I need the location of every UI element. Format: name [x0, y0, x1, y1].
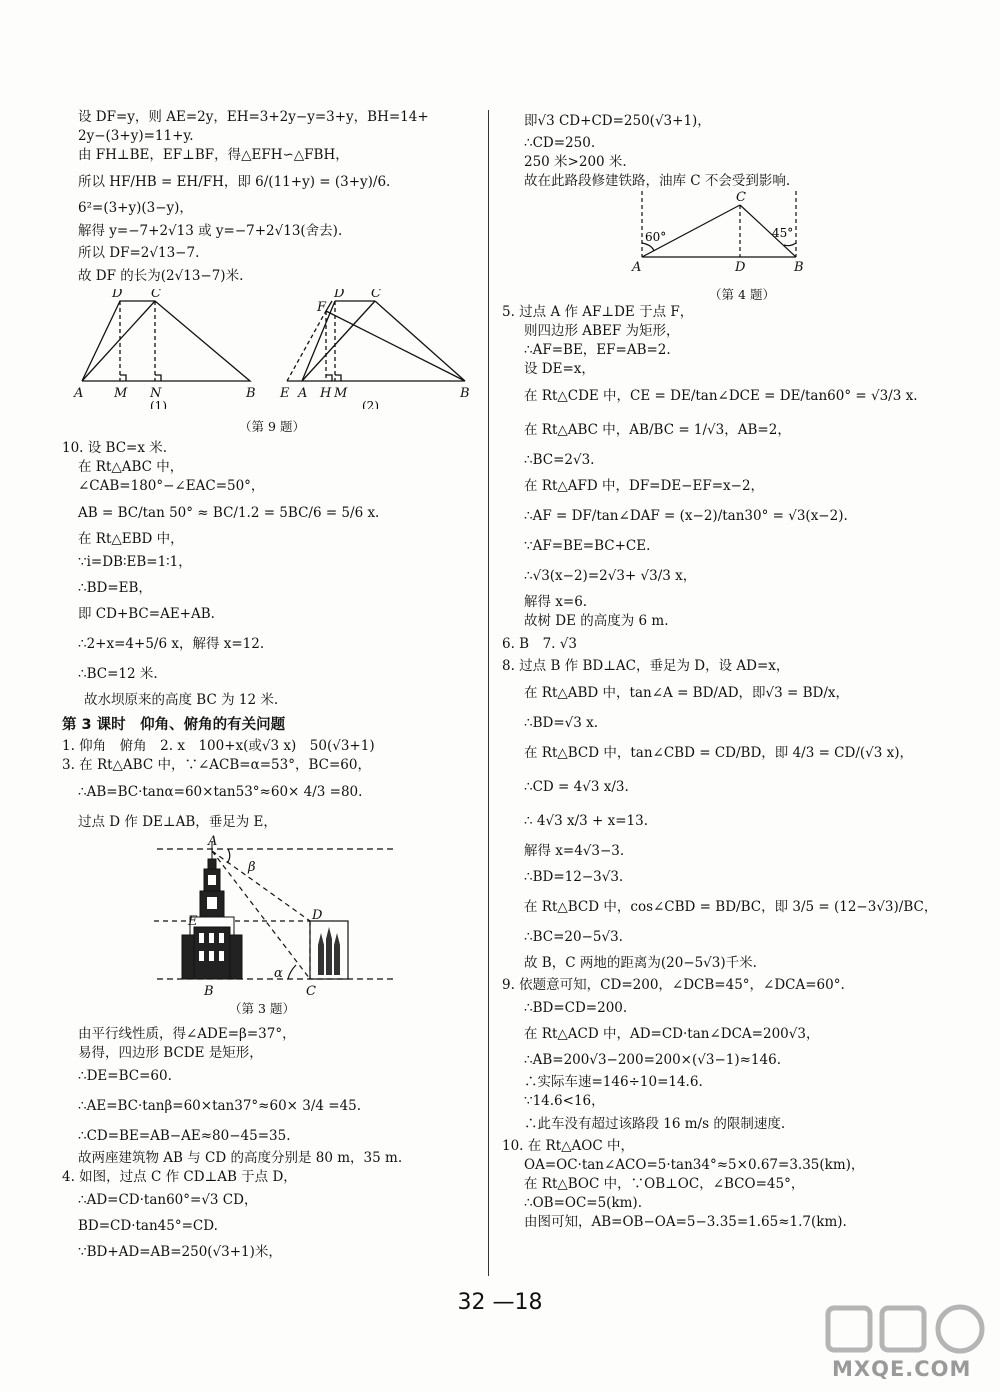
- text-line: 所以 DF=2√13−7.: [78, 245, 200, 261]
- label-H: H: [320, 386, 332, 401]
- text-line: ∴√3(x−2)=2√3+ √3/3 x，: [524, 568, 697, 584]
- text-line: ∴BC=2√3.: [524, 452, 595, 468]
- label-beta: β: [248, 860, 256, 875]
- text-line: 在 Rt△AFD 中，DF=DE−EF=x−2，: [524, 478, 765, 494]
- text-line: 4. 如图，过点 C 作 CD⊥AB 于点 D，: [62, 1169, 297, 1185]
- label-A: A: [74, 386, 84, 401]
- text-line: 在 Rt△ABD 中，tan∠A = BD/AD，即√3 = BD/x，: [524, 685, 850, 701]
- text-line: 在 Rt△BCD 中，cos∠CBD = BD/BC，即 3/5 = (12−3√3)/BC，: [524, 899, 938, 915]
- text-line: AB = BC/tan 50° ≈ BC/1.2 = 5BC/6 = 5/6 x.: [78, 505, 380, 521]
- text-line: 解得 x=6.: [524, 594, 588, 610]
- section-heading: 第 3 课时 仰角、俯角的有关问题: [62, 717, 286, 733]
- label-B: B: [204, 984, 214, 999]
- text-line: ∴AF = DF/tan∠DAF = (x−2)/tan30° = √3(x−2).: [524, 508, 848, 524]
- text-line: 2y−(3+y)=11+y.: [78, 128, 194, 144]
- text-line: ∴CD=BE=AB−AE≈80−45=35.: [78, 1128, 291, 1144]
- label-M: M: [114, 386, 128, 401]
- label-A: A: [298, 386, 308, 401]
- text-line: 8. 过点 B 作 BD⊥AC，垂足为 D，设 AD=x，: [502, 658, 790, 674]
- text-line: ∴BC=20−5√3.: [524, 929, 623, 945]
- text-line: 在 Rt△EBD 中，: [78, 531, 184, 547]
- label-E: E: [280, 386, 290, 401]
- text-line: 故两座建筑物 AB 与 CD 的高度分别是 80 m，35 m.: [78, 1150, 403, 1166]
- text-line: 10. 在 Rt△AOC 中，: [502, 1138, 634, 1154]
- text-line: 易得，四边形 BCDE 是矩形，: [78, 1045, 263, 1061]
- label-C: C: [306, 984, 316, 999]
- angle-45: 45°: [772, 226, 794, 240]
- text-line: 在 Rt△ABC 中，AB/BC = 1/√3，AB=2，: [524, 422, 791, 438]
- text-line: ∴AB=BC·tanα=60×tan53°≈60× 4/3 =80.: [78, 784, 363, 800]
- figure-4: [502, 191, 942, 303]
- text-line: 故 DF 的长为(2√13−7)米.: [78, 268, 244, 284]
- label-B: B: [794, 260, 804, 275]
- subfigure-label-2: (2): [362, 399, 379, 409]
- label-M: M: [334, 386, 348, 401]
- text-line: ∴BD=12−3√3.: [524, 869, 624, 885]
- figure-3: [62, 835, 482, 1025]
- label-alpha: α: [274, 966, 283, 981]
- text-line: 在 Rt△BCD 中，tan∠CBD = CD/BD，即 4/3 = CD/(√3 x)，: [524, 745, 914, 761]
- text-line: ∴OB=OC=5(km).: [524, 1195, 642, 1211]
- label-D: D: [334, 289, 345, 301]
- label-A: A: [208, 835, 218, 849]
- text-line: 10. 设 BC=x 米.: [62, 440, 168, 456]
- watermark-logo-graphic: [820, 1300, 992, 1360]
- text-line: ∴实际车速=146÷10=14.6.: [524, 1074, 703, 1090]
- text-line: ∴BD=CD=200.: [524, 1000, 628, 1016]
- figure-3-caption: （第 3 题）: [229, 1001, 295, 1016]
- subfigure-label-1: (1): [150, 399, 167, 409]
- label-C: C: [736, 191, 746, 205]
- text-line: 故树 DE 的高度为 6 m.: [524, 613, 669, 629]
- text-line: ∴CD = 4√3 x/3.: [524, 779, 629, 795]
- label-B: B: [460, 386, 470, 401]
- label-C: C: [151, 289, 161, 301]
- text-line: 由平行线性质，得∠ADE=β=37°，: [78, 1026, 296, 1042]
- text-line: 5. 过点 A 作 AF⊥DE 于点 F，: [502, 304, 694, 320]
- figure-9: [62, 289, 482, 439]
- label-D: D: [112, 289, 123, 301]
- figure-3-diagram: [62, 835, 482, 1005]
- text-line: ∴AE=BC·tanβ=60×tan37°≈60× 3/4 =45.: [78, 1098, 362, 1114]
- figure-9-diagram: [62, 289, 482, 409]
- text-line: 解得 y=−7+2√13 或 y=−7+2√13(舍去).: [78, 223, 343, 239]
- text-line: ∴AB=200√3−200=200×(√3−1)≈146.: [524, 1052, 781, 1068]
- label-D: D: [312, 908, 323, 923]
- text-line: 故在此路段修建铁路，油库 C 不会受到影响.: [524, 173, 791, 189]
- text-line: 设 DE=x，: [524, 361, 595, 377]
- text-line: 在 Rt△CDE 中，CE = DE/tan∠DCE = DE/tan60° = √3/3 x.: [524, 388, 918, 404]
- text-line: 在 Rt△BOC 中，∵OB⊥OC，∠BCO=45°，: [524, 1176, 805, 1192]
- text-line: ∴AD=CD·tan60°=√3 CD，: [78, 1192, 258, 1208]
- label-F: F: [317, 300, 327, 315]
- text-line: 250 米>200 米.: [524, 154, 627, 170]
- text-line: 解得 x=4√3−3.: [524, 843, 625, 859]
- text-line: 3. 在 Rt△ABC 中，∵∠ACB=α=53°，BC=60，: [62, 757, 371, 773]
- text-line: ∴此车没有超过该路段 16 m/s 的限制速度.: [524, 1116, 786, 1132]
- text-line: ∵BD+AD=AB=250(√3+1)米，: [78, 1244, 282, 1260]
- text-line: 在 Rt△ABC 中，: [78, 459, 184, 475]
- label-N: N: [150, 386, 162, 401]
- text-line: ∵14.6<16，: [524, 1093, 605, 1109]
- label-C: C: [371, 289, 381, 301]
- column-divider: [488, 110, 489, 1276]
- angle-60: 60°: [645, 230, 667, 244]
- text-line: 在 Rt△ACD 中，AD=CD·tan∠DCA=200√3，: [524, 1026, 820, 1042]
- text-line: BD=CD·tan45°=CD.: [78, 1218, 218, 1234]
- text-line: 故水坝原来的高度 BC 为 12 米.: [84, 692, 279, 708]
- text-line: OA=OC·tan∠ACO=5·tan34°≈5×0.67=3.35(km)，: [524, 1157, 865, 1173]
- text-line: 设 DF=y，则 AE=2y，EH=3+2y−y=3+y，BH=14+: [78, 109, 429, 125]
- label-D: D: [735, 260, 746, 275]
- text-line: 由图可知，AB=OB−OA=5−3.35=1.65≈1.7(km).: [524, 1214, 847, 1230]
- text-line: ∴BD=EB，: [78, 580, 152, 596]
- text-line: 过点 D 作 DE⊥AB，垂足为 E，: [78, 814, 277, 830]
- text-line: ∠CAB=180°−∠EAC=50°，: [78, 478, 265, 494]
- text-line: 6. B 7. √3: [502, 636, 577, 652]
- page-number: 32 —18: [457, 1290, 543, 1315]
- label-E: E: [188, 914, 198, 929]
- text-line: ∴CD=250.: [524, 135, 596, 151]
- text-line: ∵i=DB∶EB=1∶1，: [78, 554, 192, 570]
- text-line: 所以 HF/HB = EH/FH，即 6/(11+y) = (3+y)/6.: [78, 174, 391, 190]
- text-line: 9. 依题意可知，CD=200，∠DCB=45°，∠DCA=60°.: [502, 977, 845, 993]
- text-line: ∴AF=BE，EF=AB=2.: [524, 342, 671, 358]
- watermark-url: MXQE.COM: [832, 1357, 972, 1381]
- figure-4-caption: （第 4 题）: [709, 287, 775, 302]
- figure-4-diagram: [502, 191, 942, 287]
- label-A: A: [632, 260, 642, 275]
- text-line: 6²=(3+y)(3−y)，: [78, 200, 193, 216]
- text-line: ∴BC=12 米.: [78, 666, 158, 682]
- label-B: B: [246, 386, 256, 401]
- text-line: 则四边形 ABEF 为矩形，: [524, 323, 680, 339]
- text-line: ∴DE=BC=60.: [78, 1068, 172, 1084]
- left-column: [62, 108, 482, 1265]
- text-line: 1. 仰角 俯角 2. x 100+x(或√3 x) 50(√3+1): [62, 738, 375, 754]
- text-line: ∴2+x=4+5/6 x，解得 x=12.: [78, 636, 265, 652]
- text-line: ∴ 4√3 x/3 + x=13.: [524, 813, 648, 829]
- text-line: 即√3 CD+CD=250(√3+1)，: [524, 113, 711, 129]
- text-line: 故 B，C 两地的距离为(20−5√3)千米.: [524, 955, 757, 971]
- right-column: [502, 108, 942, 1232]
- text-line: ∵AF=BE=BC+CE.: [524, 538, 651, 554]
- text-line: 即 CD+BC=AE+AB.: [78, 606, 215, 622]
- figure-9-caption: （第 9 题）: [239, 419, 305, 434]
- text-line: ∴BD=√3 x.: [524, 715, 599, 731]
- text-line: 由 FH⊥BE，EF⊥BF，得△EFH∽△FBH，: [78, 147, 349, 163]
